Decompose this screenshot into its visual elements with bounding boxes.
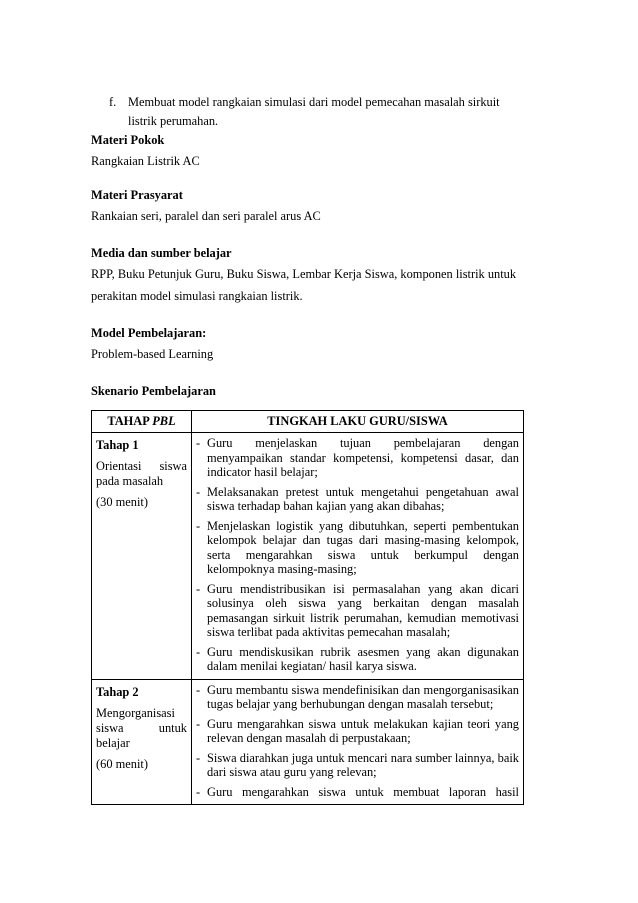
stage-title: Tahap 2 xyxy=(96,684,139,699)
activity-text: Guru mendistribusikan isi permasalahan yang akan dicari solusinya oleh siswa yang berkaitan dengan masalah pemasangan sirkuit listrik perumahan, kemudian memotivasi siswa terlibat pada aktivitas pemecahan masalah; xyxy=(207,581,519,639)
section-heading: Model Pembelajaran: xyxy=(91,326,207,340)
table-header-row xyxy=(92,411,524,433)
section-body: Rankaian seri, paralel dan seri paralel arus AC xyxy=(91,209,321,223)
table-row xyxy=(92,433,524,680)
stage-title: Tahap 1 xyxy=(96,438,139,452)
dash-marker: - xyxy=(196,644,201,659)
list-item xyxy=(196,683,519,712)
activity-text: Guru mengarahkan siswa untuk membuat laporan hasil xyxy=(207,784,519,799)
list-item xyxy=(196,485,519,514)
objective-marker: f. xyxy=(109,95,117,109)
stage-cell xyxy=(92,433,192,680)
list-item xyxy=(196,645,519,674)
section-heading: Materi Prasyarat xyxy=(91,188,183,202)
objective-text: Membuat model rangkaian simulasi dari model pemecahan masalah sirkuit listrik perumahan. xyxy=(128,95,500,128)
activity-text: Menjelaskan logistik yang dibutuhkan, seperti pembentukan kelompok belajar dan tugas dari masing-masing kelompok, serta mengarahkan siswa untuk berkumpul dengan kelompoknya masing-masing; xyxy=(207,518,519,576)
stage-desc: Orientasi siswa pada masalah xyxy=(96,459,187,488)
list-item xyxy=(196,582,519,640)
stage-desc: Mengorganisasi siswa untuk belajar xyxy=(96,705,187,750)
stage-cell xyxy=(92,679,192,805)
objective-item xyxy=(109,93,523,131)
dash-marker: - xyxy=(196,750,201,765)
activity-text: Siswa diarahkan juga untuk mencari nara sumber lainnya, baik dari siswa atau guru yang relevan; xyxy=(207,750,519,779)
dash-marker: - xyxy=(196,682,201,697)
section-model xyxy=(91,324,523,365)
activity-text: Guru membantu siswa mendefinisikan dan mengorganisasikan tugas belajar yang berhubungan dengan masalah tersebut; xyxy=(207,682,519,711)
section-skenario xyxy=(91,382,523,401)
section-materi-prasyarat xyxy=(91,186,523,227)
activity-text: Guru mendiskusikan rubrik asesmen yang akan digunakan dalam menilai kegiatan/ hasil karya siswa. xyxy=(207,644,519,673)
list-item xyxy=(196,717,519,746)
header-stage-italic: PBL xyxy=(152,414,176,428)
activity-text: Guru mengarahkan siswa untuk melakukan kajian teori yang relevan dengan masalah di perpustakaan; xyxy=(207,716,519,745)
dash-marker: - xyxy=(196,436,201,450)
list-item xyxy=(196,519,519,577)
stage-time: (30 menit) xyxy=(96,495,148,509)
list-item xyxy=(196,751,519,780)
dash-marker: - xyxy=(196,484,201,499)
dash-marker: - xyxy=(196,716,201,731)
section-heading: Media dan sumber belajar xyxy=(91,246,232,260)
activities-cell xyxy=(192,679,524,805)
activity-text: Guru menjelaskan tujuan pembelajaran dengan menyampaikan standar kompetensi, kompetensi dasar, dan indicator hasil belajar; xyxy=(207,436,519,479)
section-body: Rangkaian Listrik AC xyxy=(91,154,200,168)
dash-marker: - xyxy=(196,518,201,533)
table-row xyxy=(92,679,524,805)
list-item xyxy=(196,785,519,800)
activities-cell xyxy=(192,433,524,680)
activity-text: Melaksanakan pretest untuk mengetahui pengetahuan awal siswa terhadap bahan kajian yang akan dibahas; xyxy=(207,484,519,513)
section-materi-pokok xyxy=(91,131,523,172)
header-stage xyxy=(92,411,192,433)
scenario-table xyxy=(91,410,524,805)
section-heading: Skenario Pembelajaran xyxy=(91,384,216,398)
section-body: Problem-based Learning xyxy=(91,347,214,361)
stage-time: (60 menit) xyxy=(96,756,148,771)
document-page xyxy=(91,93,523,805)
section-body: RPP, Buku Petunjuk Guru, Buku Siswa, Lembar Kerja Siswa, komponen listrik untuk perakitan model simulasi rangkaian listrik. xyxy=(91,267,517,303)
list-item xyxy=(196,436,519,480)
dash-marker: - xyxy=(196,784,201,799)
section-media xyxy=(91,244,523,307)
header-stage-prefix: TAHAP xyxy=(107,414,153,428)
dash-marker: - xyxy=(196,581,201,596)
section-heading: Materi Pokok xyxy=(91,133,165,147)
header-behavior: TINGKAH LAKU GURU/SISWA xyxy=(192,411,524,433)
